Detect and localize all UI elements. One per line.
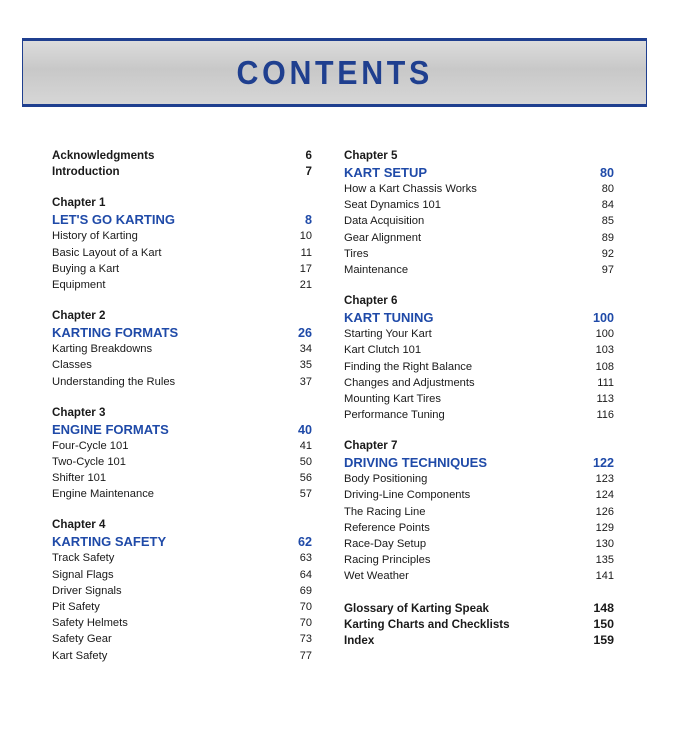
toc-entry[interactable]: Driver Signals 69 bbox=[52, 584, 312, 597]
contents-banner bbox=[22, 38, 647, 107]
toc-entry[interactable]: Racing Principles 135 bbox=[344, 554, 614, 567]
chapter-label: Chapter 2 bbox=[52, 309, 106, 323]
toc-entry[interactable]: Classes 35 bbox=[52, 359, 312, 372]
chapter-label: Chapter 3 bbox=[52, 405, 106, 419]
toc-entry[interactable]: Signal Flags 64 bbox=[52, 568, 312, 581]
toc-entry[interactable]: Basic Layout of a Kart 11 bbox=[52, 246, 312, 259]
chapter-5-block bbox=[344, 148, 614, 278]
toc-entry[interactable]: Seat Dynamics 101 84 bbox=[344, 199, 614, 212]
toc-entry[interactable]: Finding the Right Balance 108 bbox=[344, 360, 614, 373]
toc-entry[interactable]: Track Safety 63 bbox=[52, 552, 312, 565]
toc-entry[interactable]: Kart Safety 77 bbox=[52, 649, 312, 662]
toc-entry[interactable]: Gear Alignment 89 bbox=[344, 231, 614, 244]
toc-entry[interactable]: Shifter 101 56 bbox=[52, 472, 312, 485]
chapter-label: Chapter 7 bbox=[344, 439, 398, 453]
toc-entry[interactable]: Maintenance 97 bbox=[344, 263, 614, 276]
chapter-7-block bbox=[344, 438, 614, 584]
toc-entry[interactable]: Buying a Kart 17 bbox=[52, 262, 312, 275]
toc-entry[interactable]: Two-Cycle 101 50 bbox=[52, 455, 312, 468]
chapter-label: Chapter 5 bbox=[344, 149, 398, 162]
toc-entry-acknowledgments[interactable]: Acknowledgments 6 bbox=[52, 149, 312, 162]
toc-entry[interactable]: Performance Tuning 116 bbox=[344, 409, 614, 422]
toc-entry[interactable]: Pit Safety 70 bbox=[52, 601, 312, 613]
toc-entry[interactable]: Mounting Kart Tires 113 bbox=[344, 392, 614, 405]
chapter-label: Chapter 6 bbox=[344, 294, 398, 308]
toc-entry-introduction[interactable]: Introduction 7 bbox=[52, 165, 312, 179]
toc-entry[interactable]: Equipment 21 bbox=[52, 278, 312, 291]
toc-entry[interactable]: Driving-Line Components 124 bbox=[344, 489, 614, 502]
chapter-1-title[interactable]: LET'S GO KARTING 8 bbox=[52, 212, 312, 228]
toc-entry[interactable]: Safety Gear 73 bbox=[52, 633, 312, 646]
toc-entry[interactable]: How a Kart Chassis Works 80 bbox=[344, 183, 614, 195]
chapter-2-title[interactable]: KARTING FORMATS 26 bbox=[52, 325, 312, 341]
chapter-6-title[interactable]: KART TUNING 100 bbox=[344, 310, 614, 326]
toc-entry[interactable]: Reference Points 129 bbox=[344, 521, 614, 534]
toc-entry-index[interactable]: Index 159 bbox=[344, 632, 614, 647]
toc-entry[interactable]: Karting Breakdowns 34 bbox=[52, 343, 312, 356]
chapter-label: Chapter 4 bbox=[52, 518, 106, 532]
toc-left-column bbox=[52, 148, 312, 664]
chapter-5-title[interactable]: KART SETUP 80 bbox=[344, 165, 614, 180]
toc-entry[interactable]: Kart Clutch 101 103 bbox=[344, 344, 614, 357]
toc-entry[interactable]: Changes and Adjustments 111 bbox=[344, 376, 614, 389]
chapter-4-title[interactable]: KARTING SAFETY 62 bbox=[52, 534, 312, 550]
chapter-label: Chapter 1 bbox=[52, 196, 106, 210]
toc-entry[interactable]: Data Acquisition 85 bbox=[344, 215, 614, 228]
toc-entry-charts-checklists[interactable]: Karting Charts and Checklists 150 bbox=[344, 616, 614, 631]
toc-entry[interactable]: Tires 92 bbox=[344, 247, 614, 260]
toc-entry[interactable]: History of Karting 10 bbox=[52, 230, 312, 243]
chapter-4-block bbox=[52, 517, 312, 663]
toc-entry[interactable]: Body Positioning 123 bbox=[344, 473, 614, 486]
toc-entry[interactable]: Race-Day Setup 130 bbox=[344, 538, 614, 550]
toc-entry[interactable]: The Racing Line 126 bbox=[344, 505, 614, 518]
chapter-7-title[interactable]: DRIVING TECHNIQUES 122 bbox=[344, 455, 614, 471]
toc-entry[interactable]: Wet Weather 141 bbox=[344, 570, 614, 583]
chapter-2-block bbox=[52, 308, 312, 390]
chapter-1-block bbox=[52, 195, 312, 293]
toc-entry[interactable]: Safety Helmets 70 bbox=[52, 617, 312, 630]
front-matter bbox=[52, 148, 312, 180]
toc-entry[interactable]: Engine Maintenance 57 bbox=[52, 488, 312, 501]
toc-entry[interactable]: Four-Cycle 101 41 bbox=[52, 439, 312, 452]
chapter-3-title[interactable]: ENGINE FORMATS 40 bbox=[52, 421, 312, 437]
toc-entry[interactable]: Understanding the Rules 37 bbox=[52, 375, 312, 388]
toc-right-column bbox=[344, 148, 614, 648]
page-title: CONTENTS bbox=[236, 53, 433, 91]
chapter-3-block bbox=[52, 405, 312, 503]
end-matter bbox=[344, 600, 614, 649]
toc-entry[interactable]: Starting Your Kart 100 bbox=[344, 328, 614, 341]
toc-entry-glossary[interactable]: Glossary of Karting Speak 148 bbox=[344, 600, 614, 615]
chapter-6-block bbox=[344, 293, 614, 423]
